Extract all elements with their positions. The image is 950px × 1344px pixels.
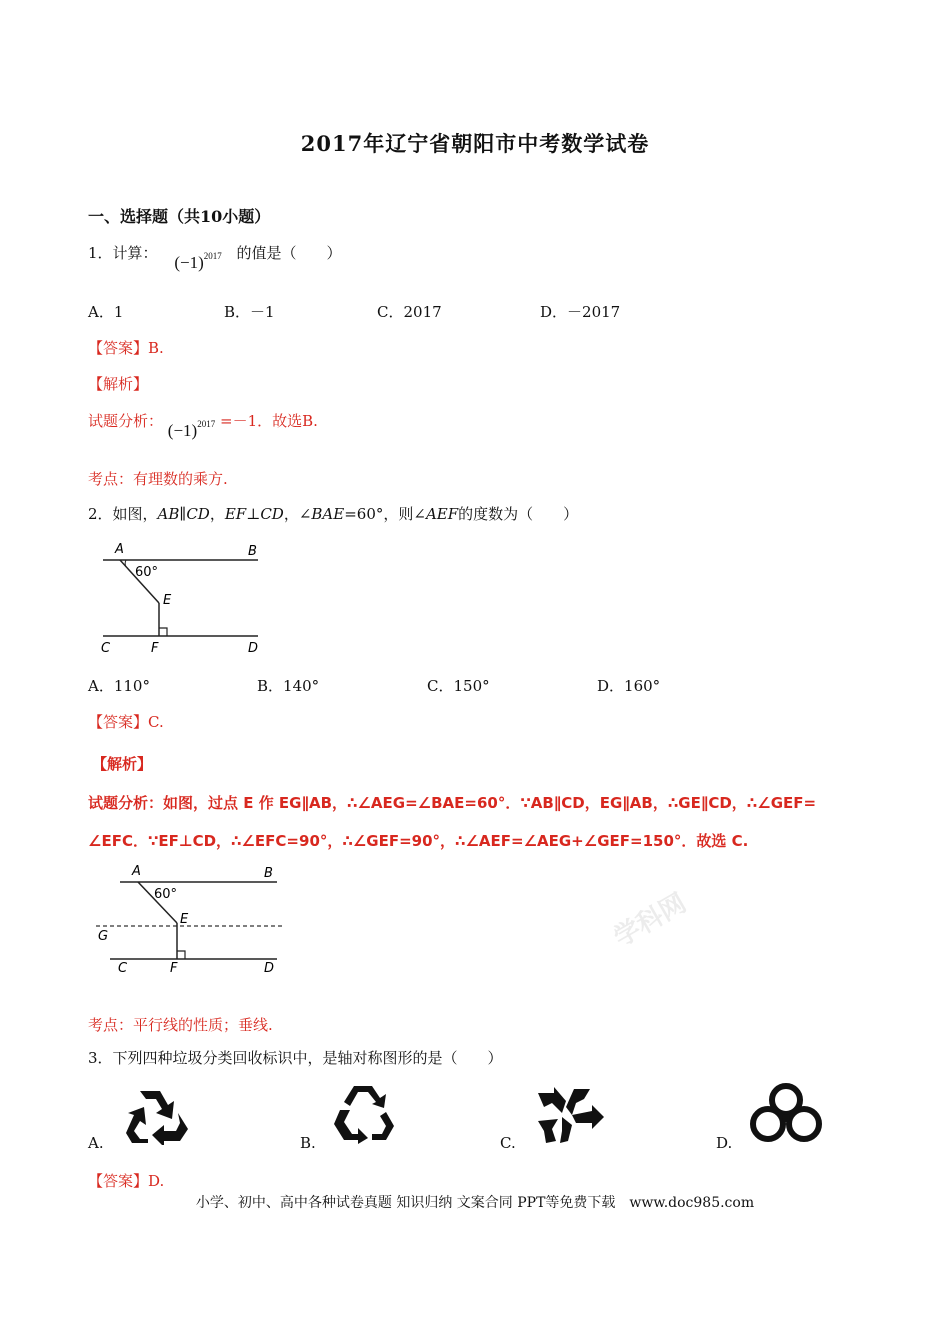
label-f: F (170, 961, 178, 976)
label-f: F (151, 641, 159, 656)
q3-option-d: D. (716, 1134, 733, 1152)
q1-option-d: D．－2017 (540, 303, 621, 321)
q2-answer: 【答案】C. (88, 713, 164, 731)
q2-stem-part: 的度数为（ ） (458, 505, 579, 523)
q2-option-a: A．110° (88, 677, 150, 695)
q2-kaodian: 考点：平行线的性质；垂线. (88, 1016, 273, 1034)
q2-stem-part: =60°，则∠ (344, 505, 426, 523)
q2-stem-part: AEF (425, 505, 459, 523)
label-d: D (248, 641, 259, 656)
label-c: C (118, 961, 128, 976)
right-angle-mark (159, 628, 167, 636)
q2-option-d: D．160° (597, 677, 661, 695)
q2-analysis-line2: ∠EFC．∵EF⊥CD，∴∠EFC=90°，∴∠GEF=90°，∴∠AEF=∠AEG+∠GEF=150°．故选 C. (88, 832, 749, 850)
label-d: D (264, 961, 275, 976)
page-title: 2017年辽宁省朝阳市中考数学试卷 (300, 131, 650, 156)
q3-option-a: A. (88, 1134, 104, 1152)
q1-expr-exp: 2017 (203, 251, 222, 261)
biohazard-style-icon (746, 1080, 826, 1146)
q1-stem (88, 242, 342, 272)
label-angle: 60° (135, 565, 159, 580)
q1-stem-suffix: 的值是（ ） (236, 244, 342, 262)
q1-kaodian: 考点：有理数的乘方. (88, 470, 228, 488)
triangle-recycle-icon (330, 1082, 396, 1144)
q1-expression (174, 253, 221, 272)
page-footer: 小学、初中、高中各种试卷真题 知识归纳 文案合同 PPT等免费下载 www.doc985.com (195, 1195, 755, 1211)
label-e: E (180, 912, 189, 927)
q2-stem-part: 2．如图， (88, 505, 158, 523)
q2-stem-part: ，∠ (283, 505, 312, 523)
q1-expr-base: (−1) (174, 253, 204, 272)
q3-option-c: C. (500, 1134, 516, 1152)
q1-analysis-expression (168, 421, 215, 440)
right-angle-mark (177, 951, 185, 959)
q3-answer: 【答案】D. (88, 1172, 165, 1190)
q2-analysis-line1: 试题分析：如图，过点 E 作 EG∥AB，∴∠AEG=∠BAE=60°．∵AB∥CD，EG∥AB，∴GE∥CD，∴∠GEF= (88, 794, 817, 812)
q1-analysis-result: =－1．故选B. (220, 412, 318, 430)
q2-stem-part: BAE (311, 505, 345, 523)
q2-figure (95, 538, 275, 660)
label-g: G (98, 929, 109, 944)
q2-option-b: B．140° (257, 677, 320, 695)
q2-analysis-figure (92, 860, 292, 982)
recycle-arrows-icon (118, 1085, 190, 1145)
q1-answer: 【答案】B. (88, 339, 164, 357)
q1-analysis (88, 410, 318, 440)
section-heading: 一、选择题（共10小题） (88, 207, 271, 226)
q1-analysis-expr-exp: 2017 (197, 419, 216, 429)
q3-stem: 3．下列四种垃圾分类回收标识中，是轴对称图形的是（ ） (88, 1049, 503, 1067)
label-e: E (163, 593, 172, 608)
q3-option-b: B. (300, 1134, 316, 1152)
arrow-star-icon (532, 1085, 606, 1145)
label-angle: 60° (154, 887, 178, 902)
q1-analysis-expr-base: (−1) (167, 421, 198, 440)
label-c: C (101, 641, 111, 656)
q2-stem-part: AB∥CD (157, 505, 210, 523)
q1-analysis-label: 【解析】 (88, 375, 149, 393)
q2-stem-part: ， (209, 505, 225, 523)
q2-stem-part: EF⊥CD (224, 505, 284, 523)
label-a: A (132, 864, 141, 879)
angle-arc (125, 560, 126, 567)
q2-option-c: C．150° (427, 677, 490, 695)
q1-option-c: C．2017 (377, 303, 442, 321)
q2-stem (88, 503, 578, 524)
label-b: B (264, 866, 273, 881)
q1-stem-prefix: 1．计算： (88, 244, 158, 262)
q2-analysis-label: 【解析】 (92, 755, 153, 773)
label-a: A (115, 542, 124, 557)
q1-option-a: A．1 (88, 303, 124, 321)
watermark: 学科网 (608, 888, 692, 954)
q1-analysis-prefix: 试题分析： (88, 412, 164, 430)
label-b: B (248, 544, 257, 559)
q1-option-b: B．－1 (224, 303, 275, 321)
